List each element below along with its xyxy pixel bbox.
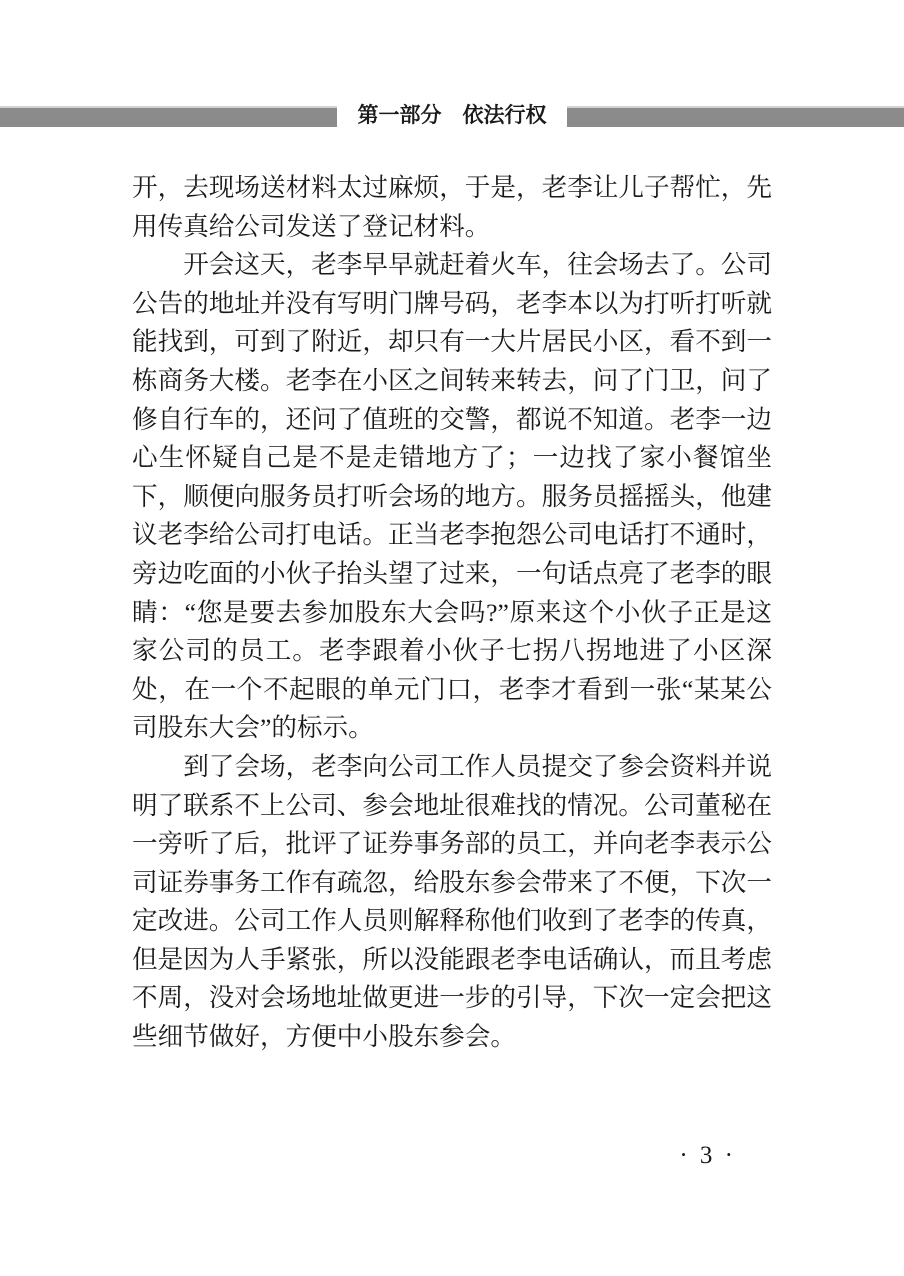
paragraph-at-venue: 到了会场，老李向公司工作人员提交了参会资料并说明了联系不上公司、参会地址很难找的情况。公司董秘在一旁听了后，批评了证券事务部的员工，并向老李表示公司证券事务工作有疏忽，给股东参会带来了不便，下次一定改进。公司工作人员则解释称他们收到了老李的传真，但是因为人手紧张，所以没能跟老李电话确认，而且考虑不周，没对会场地址做更进一步的引导，下次一定会把这些细节做好，方便中小股东参会。 xyxy=(132,751,772,1052)
section-title: 第一部分 依法行权 xyxy=(357,104,547,127)
body-text xyxy=(132,169,772,1057)
paragraph-meeting-day: 开会这天，老李早早就赶着火车，往会场去了。公司公告的地址并没有写明门牌号码，老李本以为打听打听就能找到，可到了附近，却只有一大片居民小区，看不到一栋商务大楼。老李在小区之间转来转去，问了门卫，问了修自行车的，还问了值班的交警，都说不知道。老李一边心生怀疑自己是不是走错地方了；一边找了家小餐馆坐下，顺便向服务员打听会场的地方。服务员摇摇头，他建议老李给公司打电话。正当老李抱怨公司电话打不通时，旁边吃面的小伙子抬头望了过来，一句话点亮了老李的眼睛：“您是要去参加股东大会吗?”原来这个小伙子正是这家公司的员工。老李跟着小伙子七拐八拐地进了小区深处，在一个不起眼的单元门口，老李才看到一张“某某公司股东大会”的标示。 xyxy=(132,250,772,743)
header-rule-left xyxy=(0,106,337,127)
paragraph-continuation: 开，去现场送材料太过麻烦，于是，老李让儿子帮忙，先用传真给公司发送了登记材料。 xyxy=(132,173,772,241)
page-number: · 3 · xyxy=(679,1142,736,1169)
header-rule-right xyxy=(567,106,904,127)
